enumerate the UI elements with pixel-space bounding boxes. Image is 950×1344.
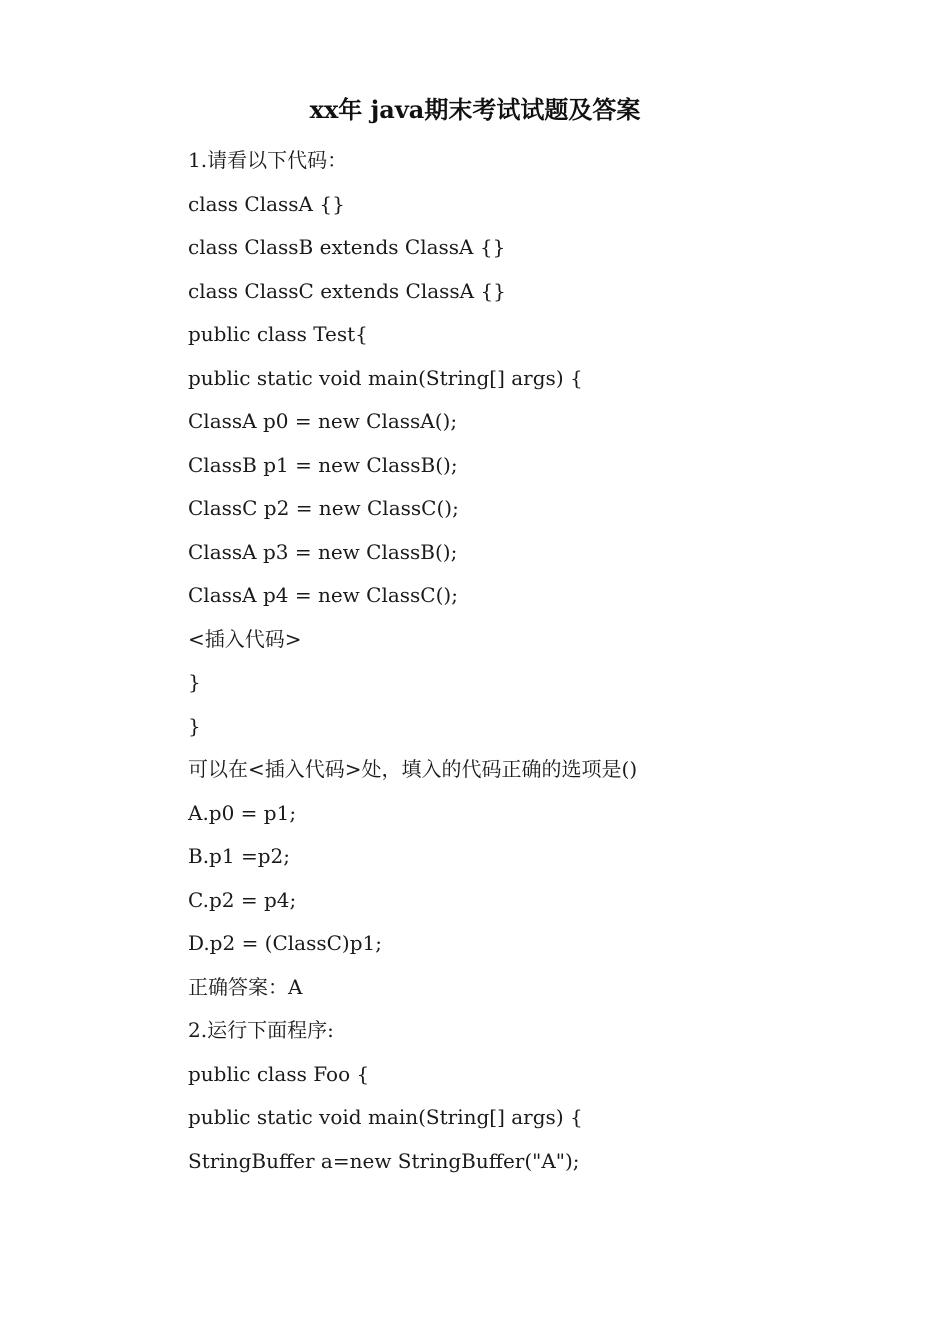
- code-line: class ClassA {}: [188, 191, 345, 216]
- option-c: C.p2 = p4;: [188, 887, 297, 912]
- code-line: class ClassC extends ClassA {}: [188, 278, 506, 303]
- code-line: ClassC p2 = new ClassC();: [188, 496, 459, 520]
- document-body: [188, 142, 888, 1186]
- code-line: public static void main(String[] args) {: [188, 1105, 583, 1129]
- question-2-heading: 2.运行下面程序:: [188, 1018, 334, 1042]
- code-line: ClassB p1 = new ClassB();: [188, 452, 458, 477]
- document-title: xx年 java期末考试试题及答案: [309, 95, 641, 124]
- code-line: }: [188, 670, 201, 694]
- code-line: }: [188, 713, 201, 738]
- code-line: StringBuffer a=new StringBuffer("A");: [188, 1148, 580, 1173]
- code-line: public class Test{: [188, 322, 368, 346]
- code-line: public class Foo {: [188, 1061, 370, 1086]
- code-line: public static void main(String[] args) {: [188, 365, 583, 390]
- code-line: ClassA p3 = new ClassB();: [188, 539, 458, 564]
- answer-line: 正确答案：A: [188, 974, 303, 999]
- code-line: class ClassB extends ClassA {}: [188, 235, 506, 259]
- option-d: D.p2 = (ClassC)p1;: [188, 931, 383, 955]
- question-1-heading: 1.请看以下代码：: [188, 148, 348, 172]
- option-a: A.p0 = p1;: [188, 800, 297, 825]
- question-1-prompt: 可以在<插入代码>处，填入的代码正确的选项是(): [188, 757, 638, 781]
- code-line: ClassA p4 = new ClassC();: [188, 583, 458, 607]
- code-line: ClassA p0 = new ClassA();: [188, 409, 458, 433]
- code-placeholder: <插入代码>: [188, 626, 302, 651]
- option-b: B.p1 =p2;: [188, 844, 290, 868]
